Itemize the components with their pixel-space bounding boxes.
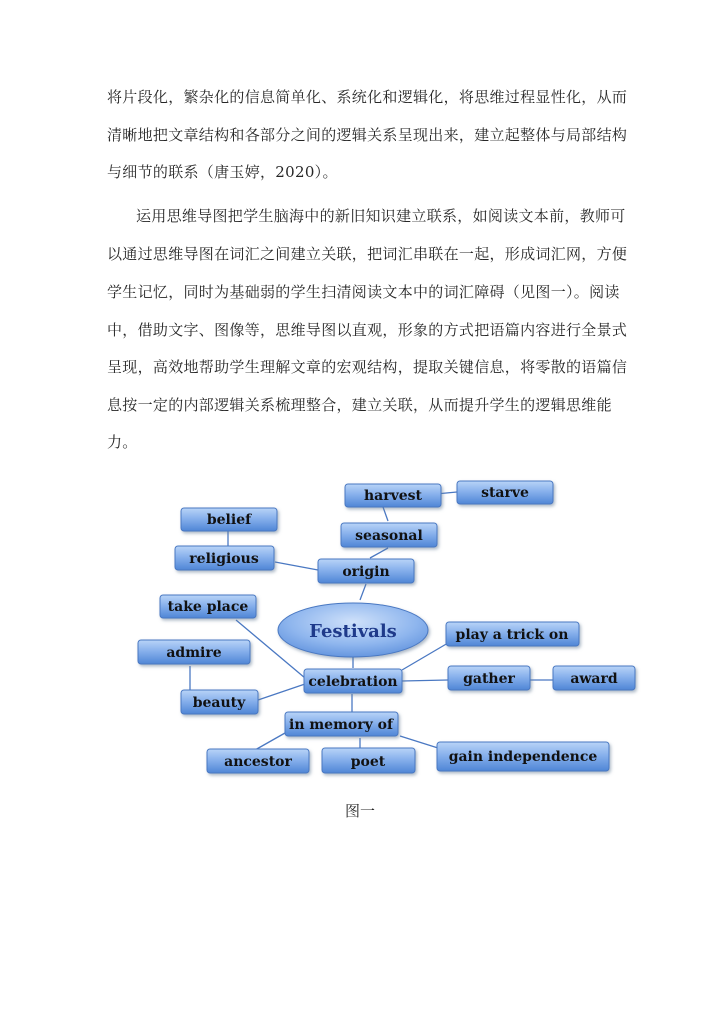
node-beauty bbox=[181, 690, 258, 714]
node-label-in-memory-of: in memory of bbox=[289, 717, 393, 733]
node-label-origin: origin bbox=[342, 564, 390, 580]
node-label-belief: belief bbox=[206, 512, 252, 528]
node-poet bbox=[322, 748, 415, 773]
paragraph-1-line-3: 与细节的联系（唐玉婷，2020）。 bbox=[107, 163, 338, 181]
paragraph-2-line-5: 呈现，高效地帮助学生理解文章的宏观结构，提取关键信息，将零散的语篇信 bbox=[107, 358, 628, 376]
connector-inmemory-ancestor bbox=[255, 733, 285, 750]
connector-religious-origin bbox=[275, 562, 318, 570]
node-label-play-a-trick-on: play a trick on bbox=[455, 627, 569, 643]
center-label: Festivals bbox=[309, 621, 397, 642]
node-label-take-place: take place bbox=[167, 599, 249, 615]
node-label-poet: poet bbox=[350, 754, 386, 770]
paragraph-1-line-1: 将片段化，繁杂化的信息简单化、系统化和逻辑化，将思维过程显性化，从而 bbox=[107, 88, 628, 106]
node-harvest bbox=[345, 484, 441, 507]
node-celebration bbox=[304, 669, 402, 693]
node-label-gather: gather bbox=[463, 671, 515, 687]
paragraph-2-line-4: 中，借助文字、图像等，思维导图以直观，形象的方式把语篇内容进行全景式 bbox=[107, 321, 628, 339]
node-label-admire: admire bbox=[166, 645, 222, 661]
node-award bbox=[553, 666, 635, 690]
node-admire bbox=[138, 640, 250, 664]
connector-celebration-gather bbox=[402, 680, 448, 681]
node-starve bbox=[457, 481, 553, 504]
paragraph-2-line-6: 息按一定的内部逻辑关系梳理整合，建立关联，从而提升学生的逻辑思维能 bbox=[107, 396, 612, 414]
node-belief bbox=[181, 508, 277, 531]
node-gather bbox=[448, 666, 530, 690]
center-node bbox=[278, 603, 428, 657]
connector-seasonal-origin bbox=[370, 548, 388, 558]
connector-beauty-celebration bbox=[258, 684, 305, 700]
node-label-seasonal: seasonal bbox=[355, 528, 423, 544]
node-religious bbox=[175, 546, 274, 570]
node-label-ancestor: ancestor bbox=[224, 754, 292, 770]
figure-caption: 图一 bbox=[344, 802, 375, 820]
paragraph-2-line-2: 以通过思维导图在词汇之间建立关联，把词汇串联在一起，形成词汇网，方便 bbox=[107, 245, 628, 263]
node-in-memory-of bbox=[285, 712, 398, 736]
node-origin bbox=[318, 559, 414, 583]
node-label-harvest: harvest bbox=[363, 488, 423, 504]
node-play-a-trick-on bbox=[446, 622, 579, 646]
node-label-starve: starve bbox=[481, 485, 529, 501]
node-gain-independence bbox=[437, 742, 609, 771]
paragraph-2-line-7: 力。 bbox=[107, 433, 138, 451]
paragraph-1-line-2: 清晰地把文章结构和各部分之间的逻辑关系呈现出来，建立起整体与局部结构 bbox=[107, 126, 628, 144]
node-take-place bbox=[160, 595, 256, 618]
connector-origin-center bbox=[360, 584, 366, 600]
node-ancestor bbox=[207, 749, 309, 773]
node-label-gain-independence: gain independence bbox=[448, 749, 598, 765]
node-label-beauty: beauty bbox=[192, 695, 246, 711]
node-label-award: award bbox=[570, 671, 618, 687]
node-label-celebration: celebration bbox=[308, 674, 398, 690]
node-seasonal bbox=[341, 523, 437, 547]
connector-inmemory-independence bbox=[400, 736, 438, 748]
connector-harvest-seasonal bbox=[383, 507, 388, 521]
paragraph-2-line-1: 运用思维导图把学生脑海中的新旧知识建立联系，如阅读文本前，教师可 bbox=[136, 207, 626, 225]
paragraph-2-line-3: 学生记忆，同时为基础弱的学生扫清阅读文本中的词汇障碍（见图一）。阅读 bbox=[107, 283, 620, 301]
node-label-religious: religious bbox=[189, 551, 259, 567]
